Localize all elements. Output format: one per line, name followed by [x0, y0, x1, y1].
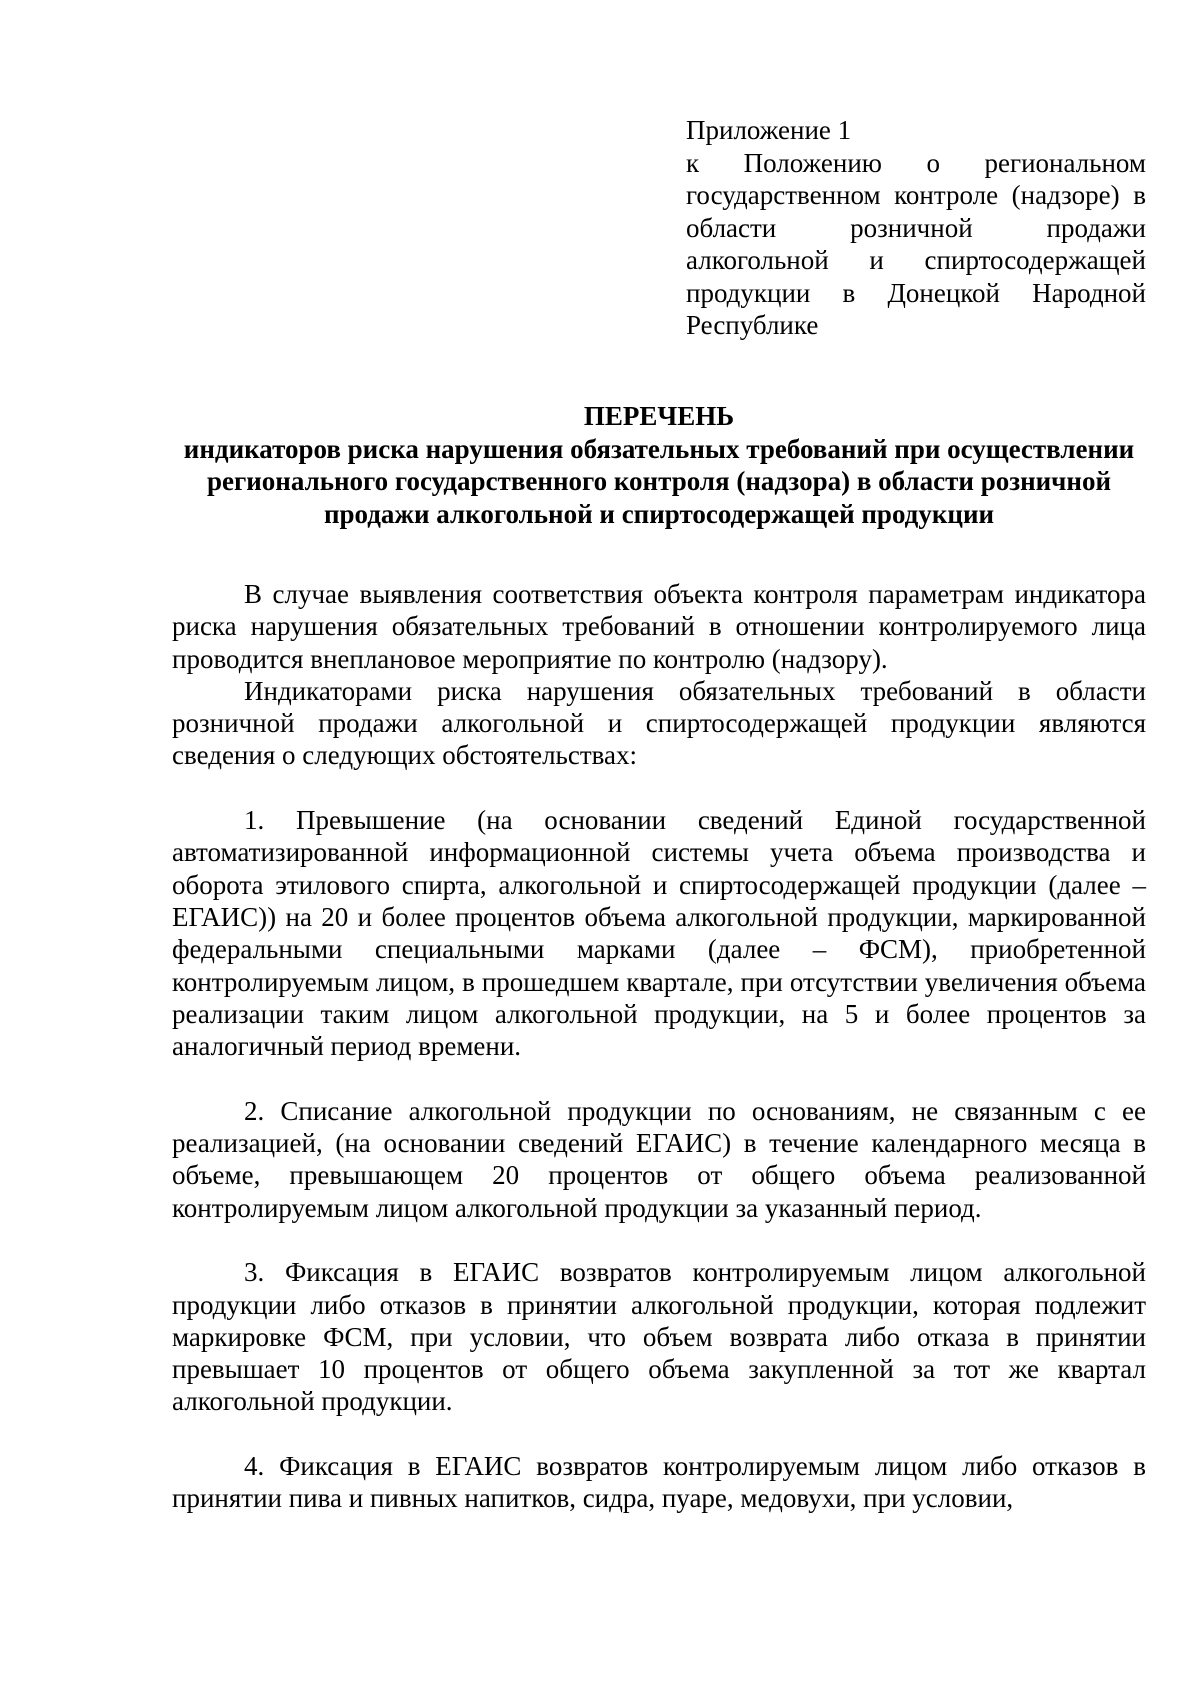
- document-body: [172, 578, 1146, 1515]
- paragraph-item-4: 4. Фиксация в ЕГАИС возвратов контролируемым лицом либо отказов в принятии пива и пивных напитков, сидра, пуаре, медовухи, при условии,: [172, 1451, 1146, 1514]
- paragraph-indicators: Индикаторами риска нарушения обязательных требований в области розничной продажи алкогольной и спиртосодержащей продукции являются сведения о следующих обстоятельствах:: [172, 675, 1146, 771]
- document-subtitle: индикаторов риска нарушения обязательных требований при осуществлении регионального государственного контроля (надзора) в области розничной продажи алкогольной и спиртосодержащей продукции: [183, 433, 1135, 529]
- appendix-text: к Положению о региональном государственном контроле (надзоре) в области розничной продажи алкогольной и спиртосодержащей продукции в Донецкой Народной Республике: [686, 147, 1146, 340]
- paragraph-item-1: 1. Превышение (на основании сведений Единой государственной автоматизированной информационной системы учета объема производства и оборота этилового спирта, алкогольной и спиртосодержащей продукции (далее – ЕГАИС)) на 20 и более процентов объема алкогольной продукции, маркированной федеральными специальными марками (далее – ФСМ), приобретенной контролируемым лицом, в прошедшем квартале, при отсутствии увеличения объема реализации таким лицом алкогольной продукции, на 5 и более процентов за аналогичный период времени.: [172, 805, 1146, 1062]
- paragraph-intro: В случае выявления соответствия объекта контроля параметрам индикатора риска нарушения обязательных требований в отношении контролируемого лица проводится внеплановое мероприятие по контролю (надзору).: [172, 579, 1146, 674]
- appendix-block: [686, 114, 1146, 342]
- paragraph-item-3: 3. Фиксация в ЕГАИС возвратов контролируемым лицом алкогольной продукции либо отказов в принятии алкогольной продукции, которая подлежит маркировке ФСМ, при условии, что объем возврата либо отказа в принятии превышает 10 процентов от общего объема закупленной за тот же квартал алкогольной продукции.: [172, 1257, 1146, 1417]
- document-title: ПЕРЕЧЕНЬ: [583, 401, 735, 431]
- paragraph-item-2: 2. Списание алкогольной продукции по основаниям, не связанным с ее реализацией, (на основании сведений ЕГАИС) в течение календарного месяца в объеме, превышающем 20 процентов от общего объема реализованной контролируемым лицом алкогольной продукции за указанный период.: [172, 1095, 1146, 1223]
- document-heading: [172, 400, 1146, 530]
- appendix-label: Приложение 1: [686, 115, 852, 145]
